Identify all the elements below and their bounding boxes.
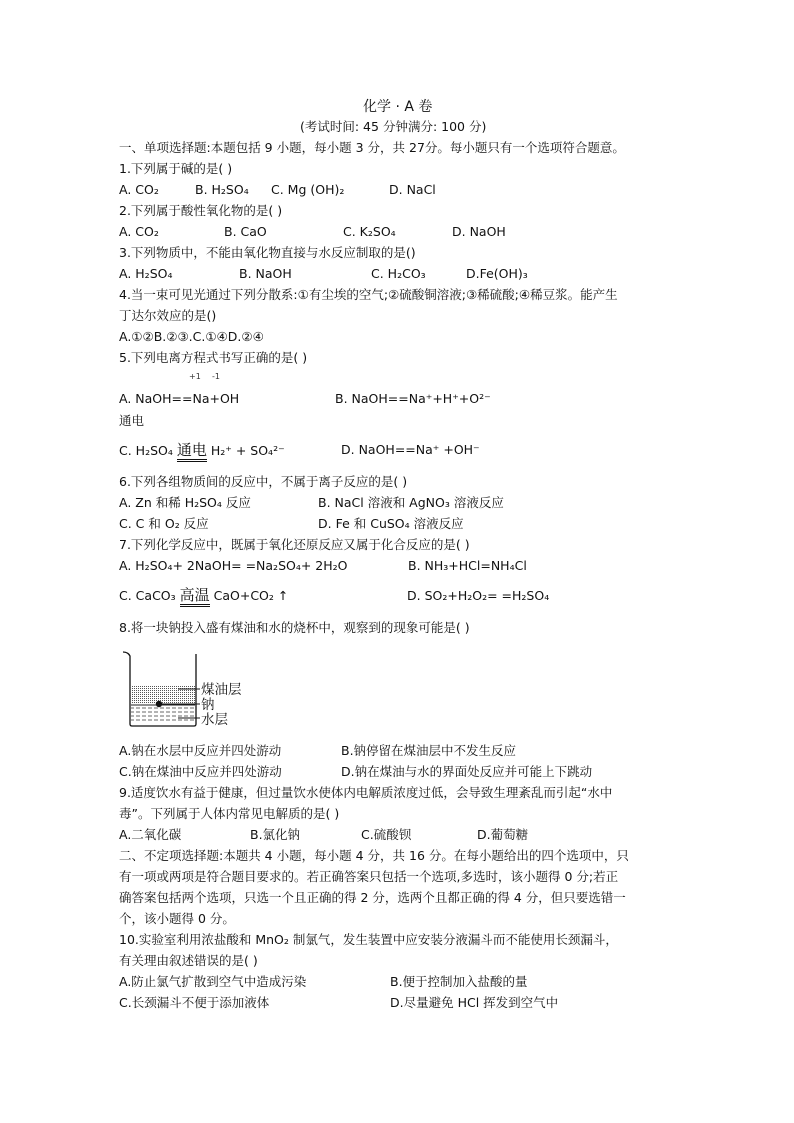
section2-line2: 有一项或两项是符合题目要求的。若正确答案只包括一个选项,多选时，该小题得 0 分;若正 [119, 869, 619, 884]
q5-stem: 5.下列电离方程式书写正确的是( ) [119, 350, 308, 365]
exam-subtitle: (考试时间: 45 分钟满分: 100 分) [300, 119, 487, 134]
q6-stem: 6.下列各组物质间的反应中，不属于离子反应的是( ) [119, 474, 408, 489]
q8-option-d: D.钠在煤油与水的界面处反应并可能上下跳动 [341, 764, 593, 779]
q10-stem-line1: 10.实验室利用浓盐酸和 MnO₂ 制氯气，发生装置中应安装分液漏斗而不能使用长颈漏斗， [119, 932, 618, 947]
q4-stem-line2: 丁达尔效应的是() [119, 308, 217, 323]
q5-tongdian-label: 通电 [119, 413, 145, 428]
q10-option-d: D.尽量避免 HCl 挥发到空气中 [390, 995, 559, 1010]
q5-option-c-reactant: C. H₂SO₄ [119, 443, 173, 458]
q6-option-b: B. NaCl 溶液和 AgNO₃ 溶液反应 [318, 495, 504, 510]
q5-option-d: D. NaOH==Na⁺ +OH⁻ [341, 442, 480, 457]
section2-line4: 个，该小题得 0 分。 [119, 911, 235, 926]
q10-option-b: B.便于控制加入盐酸的量 [390, 974, 528, 989]
q5-option-c [119, 442, 285, 459]
q2-option-b: B. CaO [224, 224, 267, 239]
section2-line1: 二、不定项选择题:本题共 4 小题，每小题 4 分，共 16 分。在每小题给出的四个选项中，只 [119, 848, 629, 863]
label-water-layer: 水层 [201, 712, 228, 728]
q3-option-a: A. H₂SO₄ [119, 266, 173, 281]
q7-option-c-product: CaO+CO₂ ↑ [213, 588, 289, 603]
q5-option-c-product: H₂⁺ + SO₄²⁻ [210, 443, 285, 458]
q8-option-a: A.钠在水层中反应并四处游动 [119, 743, 282, 758]
q8-option-c: C.钠在煤油中反应并四处游动 [119, 764, 282, 779]
q7-option-c-reactant: C. CaCO₃ [119, 588, 176, 603]
label-kerosene-layer: 煤油层 [201, 682, 242, 698]
q7-option-c-condition: 高温 [180, 586, 210, 607]
q10-option-a: A.防止氯气扩散到空气中造成污染 [119, 974, 307, 989]
q4-options: A.①②B.②③.C.①④D.②④ [119, 329, 264, 344]
label-sodium: 钠 [201, 697, 215, 713]
q9-stem-line2: 毒”。下列属于人体内常见电解质的是( ) [119, 806, 340, 821]
q6-option-c: C. C 和 O₂ 反应 [119, 516, 209, 531]
q9-stem-line1: 9.适度饮水有益于健康，但过量饮水使体内电解质浓度过低，会导致生理紊乱而引起“水中 [119, 785, 613, 800]
q10-option-c: C.长颈漏斗不便于添加液体 [119, 995, 270, 1010]
q8-stem: 8.将一块钠投入盛有煤油和水的烧杯中，观察到的现象可能是( ) [119, 620, 470, 635]
q10-stem-line2: 有关理由叙述错误的是( ) [119, 953, 258, 968]
q5-charge-minus: -1 [212, 372, 220, 381]
q9-option-b: B.氯化钠 [250, 827, 301, 842]
q2-stem: 2.下列属于酸性氧化物的是( ) [119, 203, 283, 218]
q5-option-a: A. NaOH==Na+OH [119, 391, 240, 406]
q9-option-c: C.硫酸钡 [361, 827, 412, 842]
section1-intro: 一、单项选择题:本题包括 9 小题，每小题 3 分，共 27分。每小题只有一个选项符合题意。 [119, 140, 625, 155]
q9-option-a: A.二氧化碳 [119, 827, 182, 842]
q3-option-d: D.Fe(OH)₃ [466, 266, 528, 281]
q7-option-d: D. SO₂+H₂O₂= =H₂SO₄ [407, 588, 550, 603]
q4-stem-line1: 4.当一束可见光通过下列分散系:①有尘埃的空气;②硫酸铜溶液;③稀硫酸;④稀豆浆。能产生 [119, 287, 618, 302]
q6-option-d: D. Fe 和 CuSO₄ 溶液反应 [318, 516, 464, 531]
q2-option-d: D. NaOH [452, 224, 506, 239]
q3-option-b: B. NaOH [239, 266, 292, 281]
q8-option-b: B.钠停留在煤油层中不发生反应 [341, 743, 517, 758]
q7-option-b: B. NH₃+HCl=NH₄Cl [408, 558, 527, 573]
sodium-piece [156, 701, 162, 707]
q9-option-d: D.葡萄糖 [477, 827, 529, 842]
q1-option-c: C. Mg (OH)₂ [271, 182, 345, 197]
q1-option-d: D. NaCl [389, 182, 436, 197]
exam-title: 化学 · A 卷 [363, 99, 433, 115]
q5-charge-plus: +1 [189, 372, 201, 381]
q7-option-a: A. H₂SO₄+ 2NaOH= =Na₂SO₄+ 2H₂O [119, 558, 348, 573]
q7-option-c [119, 587, 288, 604]
q5-option-c-condition: 通电 [177, 441, 207, 462]
q3-option-c: C. H₂CO₃ [371, 266, 426, 281]
q6-option-a: A. Zn 和稀 H₂SO₄ 反应 [119, 495, 251, 510]
q2-option-c: C. K₂SO₄ [343, 224, 396, 239]
q1-option-a: A. CO₂ [119, 182, 159, 197]
q7-stem: 7.下列化学反应中，既属于氧化还原反应又属于化合反应的是( ) [119, 537, 470, 552]
section2-line3: 确答案包括两个选项，只选一个且正确的得 2 分，选两个且都正确的得 4 分，但只要选错一 [119, 890, 626, 905]
q5-option-b: B. NaOH==Na⁺+H⁺+O²⁻ [335, 391, 491, 406]
q2-option-a: A. CO₂ [119, 224, 159, 239]
q3-stem: 3.下列物质中，不能由氧化物直接与水反应制取的是() [119, 245, 416, 260]
water-layer [131, 706, 195, 723]
q1-stem: 1.下列属于碱的是( ) [119, 161, 233, 176]
q1-option-b: B. H₂SO₄ [195, 182, 249, 197]
